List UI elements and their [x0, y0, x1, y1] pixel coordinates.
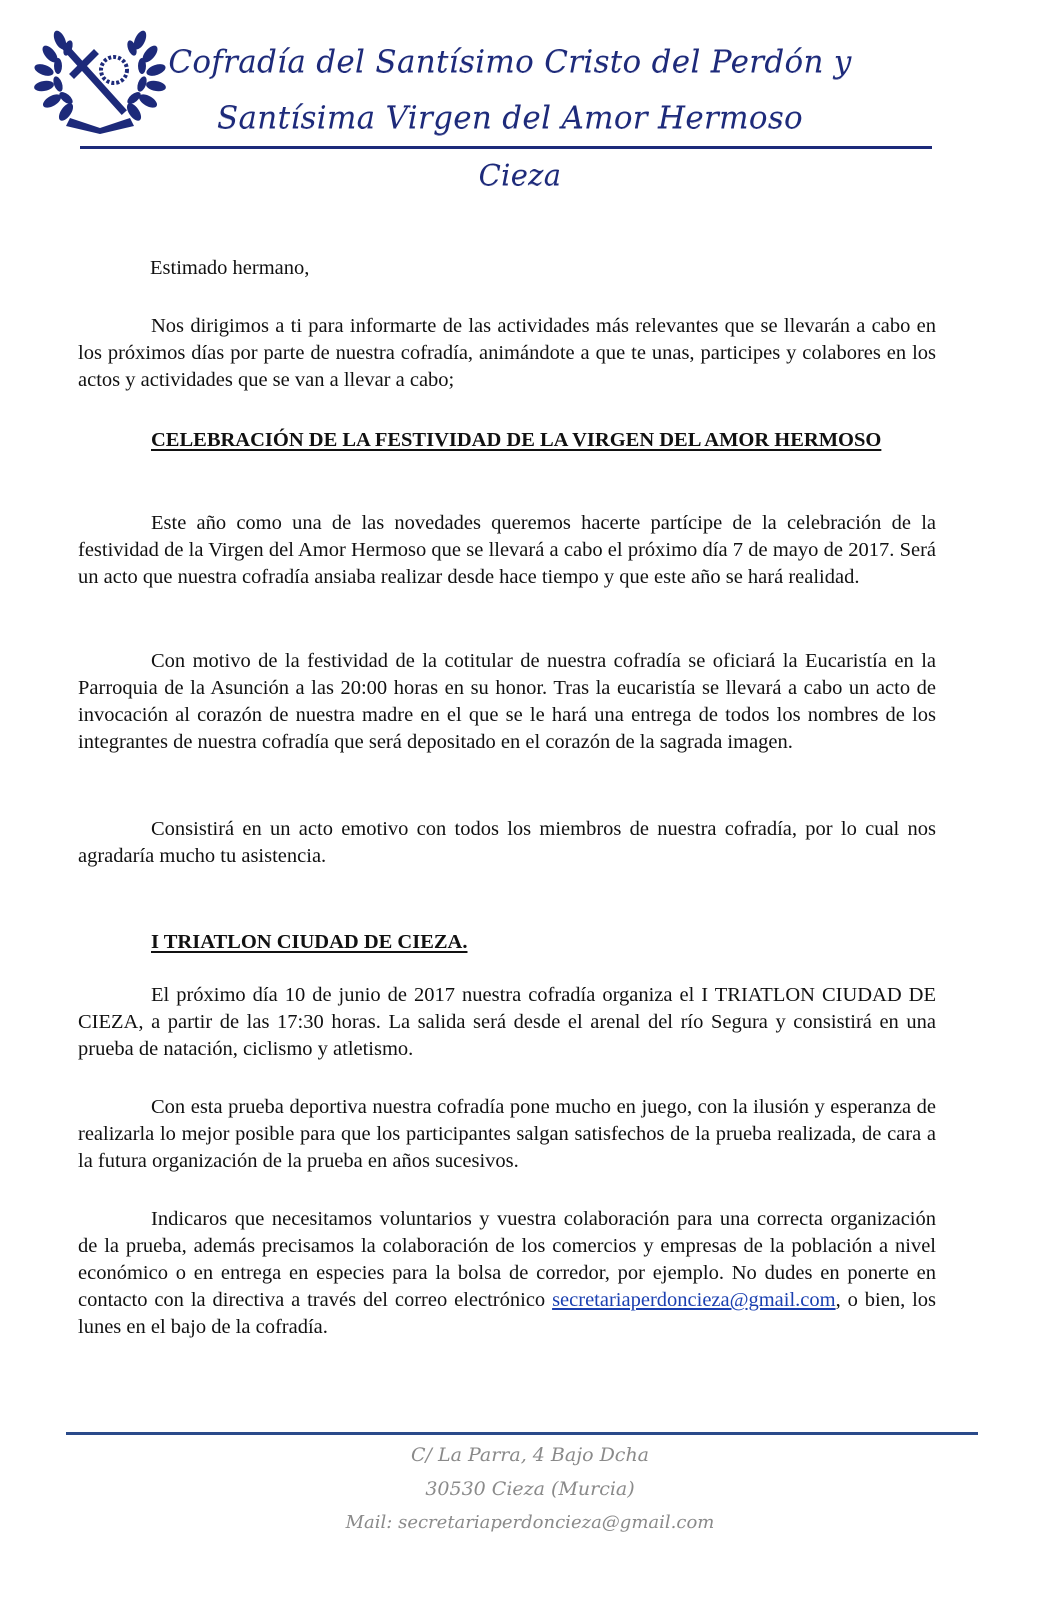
greeting: Estimado hermano,	[150, 257, 310, 279]
section-heading-triatlon: I TRIATLON CIUDAD DE CIEZA.	[151, 931, 468, 953]
virgen-paragraph-1: Este año como una de las novedades queremos hacerte partícipe de la celebración de la festividad de la Virgen del Amor Hermoso que se llevará a cabo el próximo día 7 de mayo de 2017. Será un acto que nuestra cofradía ansiaba realizar desde hace tiempo y que este año se hará realidad.	[78, 512, 936, 588]
triatlon-paragraph-2: Con esta prueba deportiva nuestra cofradía pone mucho en juego, con la ilusión y esperanza de realizarla lo mejor posible para que los participantes salgan satisfechos de la prueba realizada, de cara a la futura organización de la prueba en años sucesivos.	[78, 1096, 936, 1172]
virgen-paragraph-3: Consistirá en un acto emotivo con todos los miembros de nuestra cofradía, por lo cual nos agradaría mucho tu asistencia.	[78, 818, 936, 867]
header-city: Cieza	[478, 158, 562, 192]
header-divider	[80, 146, 932, 149]
virgen-paragraph-2: Con motivo de la festividad de la cotitular de nuestra cofradía se oficiará la Eucaristía en la Parroquia de la Asunción a las 20:00 horas en su honor. Tras la eucaristía se llevará a cabo un acto de invocación al corazón de nuestra madre en el que se le hará una entrega de todos los nombres de los integrantes de nuestra cofradía que será depositado en el corazón de la sagrada imagen.	[78, 650, 936, 753]
header-title-line-1: Cofradía del Santísimo Cristo del Perdón y	[168, 44, 852, 80]
footer-mail: Mail: secretariaperdoncieza@gmail.com	[345, 1512, 715, 1533]
cofradia-emblem-icon	[30, 18, 170, 136]
triatlon-paragraph-3-text: Indicaros que necesitamos voluntarios y vuestra colaboración para una correcta organización de la prueba, además precisamos la colaboración de los comercios y empresas de la población a nivel económico o en entrega en especies para la bolsa de corredor, por ejemplo. No dudes en ponerte en contacto con la directiva a través del correo electrónico	[78, 1208, 936, 1311]
triatlon-paragraph-3-end: , o bien, los lunes en el bajo de la cofradía.	[78, 1289, 937, 1338]
footer-address: C/ La Parra, 4 Bajo Dcha	[410, 1444, 650, 1466]
intro-paragraph: Nos dirigimos a ti para informarte de las actividades más relevantes que se llevarán a cabo en los próximos días por parte de nuestra cofradía, animándote a que te unas, participes y colabores en los actos y actividades que se van a llevar a cabo;	[78, 315, 936, 391]
triatlon-paragraph-1: El próximo día 10 de junio de 2017 nuestra cofradía organiza el I TRIATLON CIUDAD DE CIEZA, a partir de las 17:30 horas. La salida será desde el arenal del río Segura y consistirá en una prueba de natación, ciclismo y atletismo.	[78, 984, 936, 1060]
email-link[interactable]: secretariaperdoncieza@gmail.com	[552, 1289, 836, 1311]
section-heading-virgen: CELEBRACIÓN DE LA FESTIVIDAD DE LA VIRGEN DEL AMOR HERMOSO	[151, 429, 882, 451]
footer-city: 30530 Cieza (Murcia)	[425, 1478, 635, 1500]
footer-divider	[66, 1432, 978, 1435]
triatlon-paragraph-3	[78, 1206, 936, 1341]
header-title-line-2: Santísima Virgen del Amor Hermoso	[216, 100, 803, 136]
